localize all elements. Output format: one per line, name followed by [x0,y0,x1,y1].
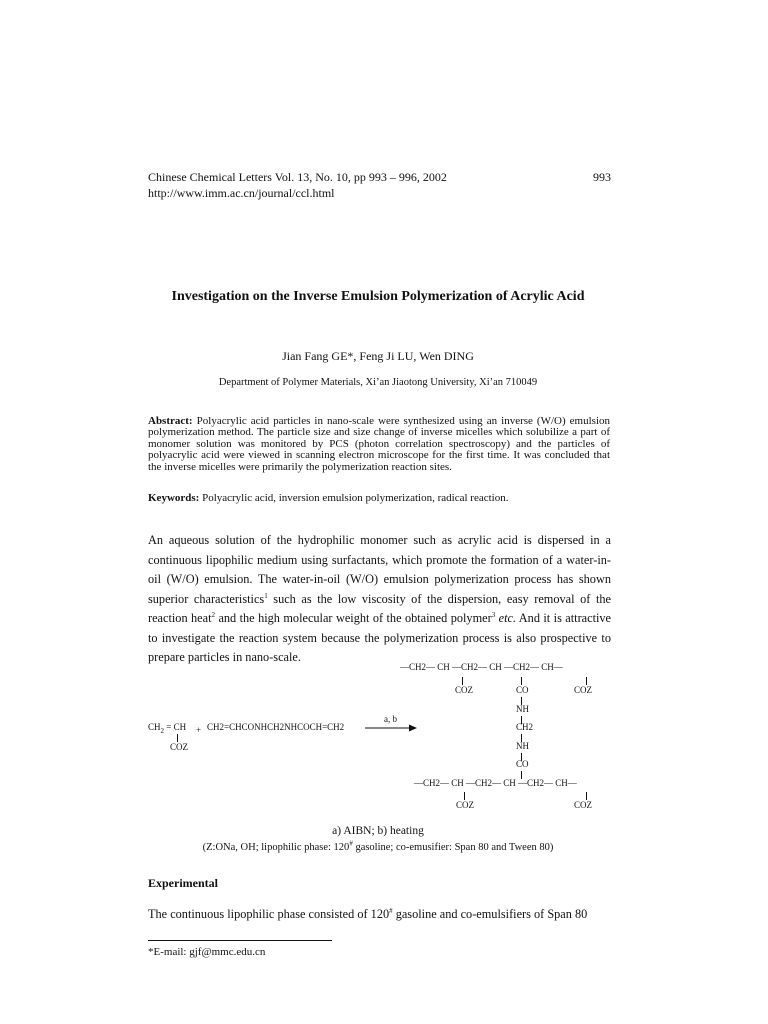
scheme-conditions: a) AIBN; b) heating [332,825,424,837]
co-group: CO [516,759,529,769]
product-chain-bottom: —CH2— CH —CH2— CH —CH2— CH— [414,778,577,788]
journal-url[interactable]: http://www.imm.ac.cn/journal/ccl.html [148,186,335,200]
experimental-text: The continuous lipophilic phase consisted of 120# gasoline and co-emulsifiers of Span 80 [148,906,588,921]
footnote-rule [148,940,332,941]
affiliation: Department of Polymer Materials, Xi’an Jiaotong University, Xi’an 710049 [218,377,538,388]
journal-citation: Chinese Chemical Letters Vol. 13, No. 10, pp 993 – 996, 2002 [148,170,447,184]
coz-group: COZ [170,742,188,752]
ref-3: 3 [491,610,496,619]
paper-title: Investigation on the Inverse Emulsion Polymerization of Acrylic Acid [171,289,585,304]
intro-text-3: and the high molecular weight of the obtained polymer [215,611,492,625]
coz-group: COZ [455,685,473,695]
bond [521,677,522,685]
coz-group: COZ [456,800,474,810]
bond [586,677,587,685]
arrow-label: a, b [384,714,397,724]
authors: Jian Fang GE*, Feng Ji LU, Wen DING [282,349,474,363]
bond [586,792,587,800]
coz-group: COZ [574,800,592,810]
intro-text-2: such as the low viscosity of the dispersion, easy removal of the reaction heat [148,591,611,625]
reaction-arrow-icon [365,723,417,733]
intro-paragraph [148,531,611,668]
keywords [148,493,610,504]
section-heading-experimental: Experimental [148,876,218,890]
reactant-acrylic: $CH_2$ = CH [148,722,187,735]
nh-group: NH [516,741,529,751]
reactant-crosslinker: CH2=CHCONHCH2NHCOCH=CH2 [207,722,345,732]
bond [462,677,463,685]
keywords-text: Polyacrylic acid, inversion emulsion polymerization, radical reaction. [202,492,509,504]
plus-sign: + [196,725,202,735]
nh-group: NH [516,704,529,714]
page-number: 993 [593,170,611,184]
ref-2: 2 [211,610,216,619]
coz-group: COZ [574,685,592,695]
intro-text-4: And it is attractive to investigate the reaction system because the polymerization process is also prospective to prepare particles in nano-scale. [148,611,612,664]
product-chain-top: —CH2— CH —CH2— CH —CH2— CH— [400,662,563,672]
abstract-label: Abstract: [148,415,193,427]
abstract [148,416,610,473]
ref-1: 1 [264,591,268,600]
footnote-email: *E-mail: gjf@mmc.edu.cn [148,946,266,958]
bond [464,792,465,800]
scheme-note: (Z:ONa, OH; lipophilic phase: 120# gasoline; co-emusifier: Span 80 and Tween 80) [202,839,554,853]
intro-etc: etc. [495,611,517,625]
ch2-group: CH2 [516,722,534,732]
bond [177,734,178,742]
intro-text-1: An aqueous solution of the hydrophilic monomer such as acrylic acid is dispersed in a continuous lipophilic medium using surfactants, which promote the formation of a water-in-oil (W/O) emulsion. The water-in-oil (W/O) emulsion polymerization process has shown superior characteristics [148,533,611,606]
co-group: CO [516,685,529,695]
abstract-text: Polyacrylic acid particles in nano-scale were synthesized using an inverse (W/O) emulsion polymerization method. The particle size and size change of inverse micelles which solubilize a part of monomer solution was monitored by PCS (photon correlation spectroscopy) and the particles of polyacrylic acid were viewed in scanning electron microscope for the first time. It was concluded that the inverse micelles were primarily the polymerization reaction sites. [148,415,611,473]
keywords-label: Keywords: [148,492,200,504]
